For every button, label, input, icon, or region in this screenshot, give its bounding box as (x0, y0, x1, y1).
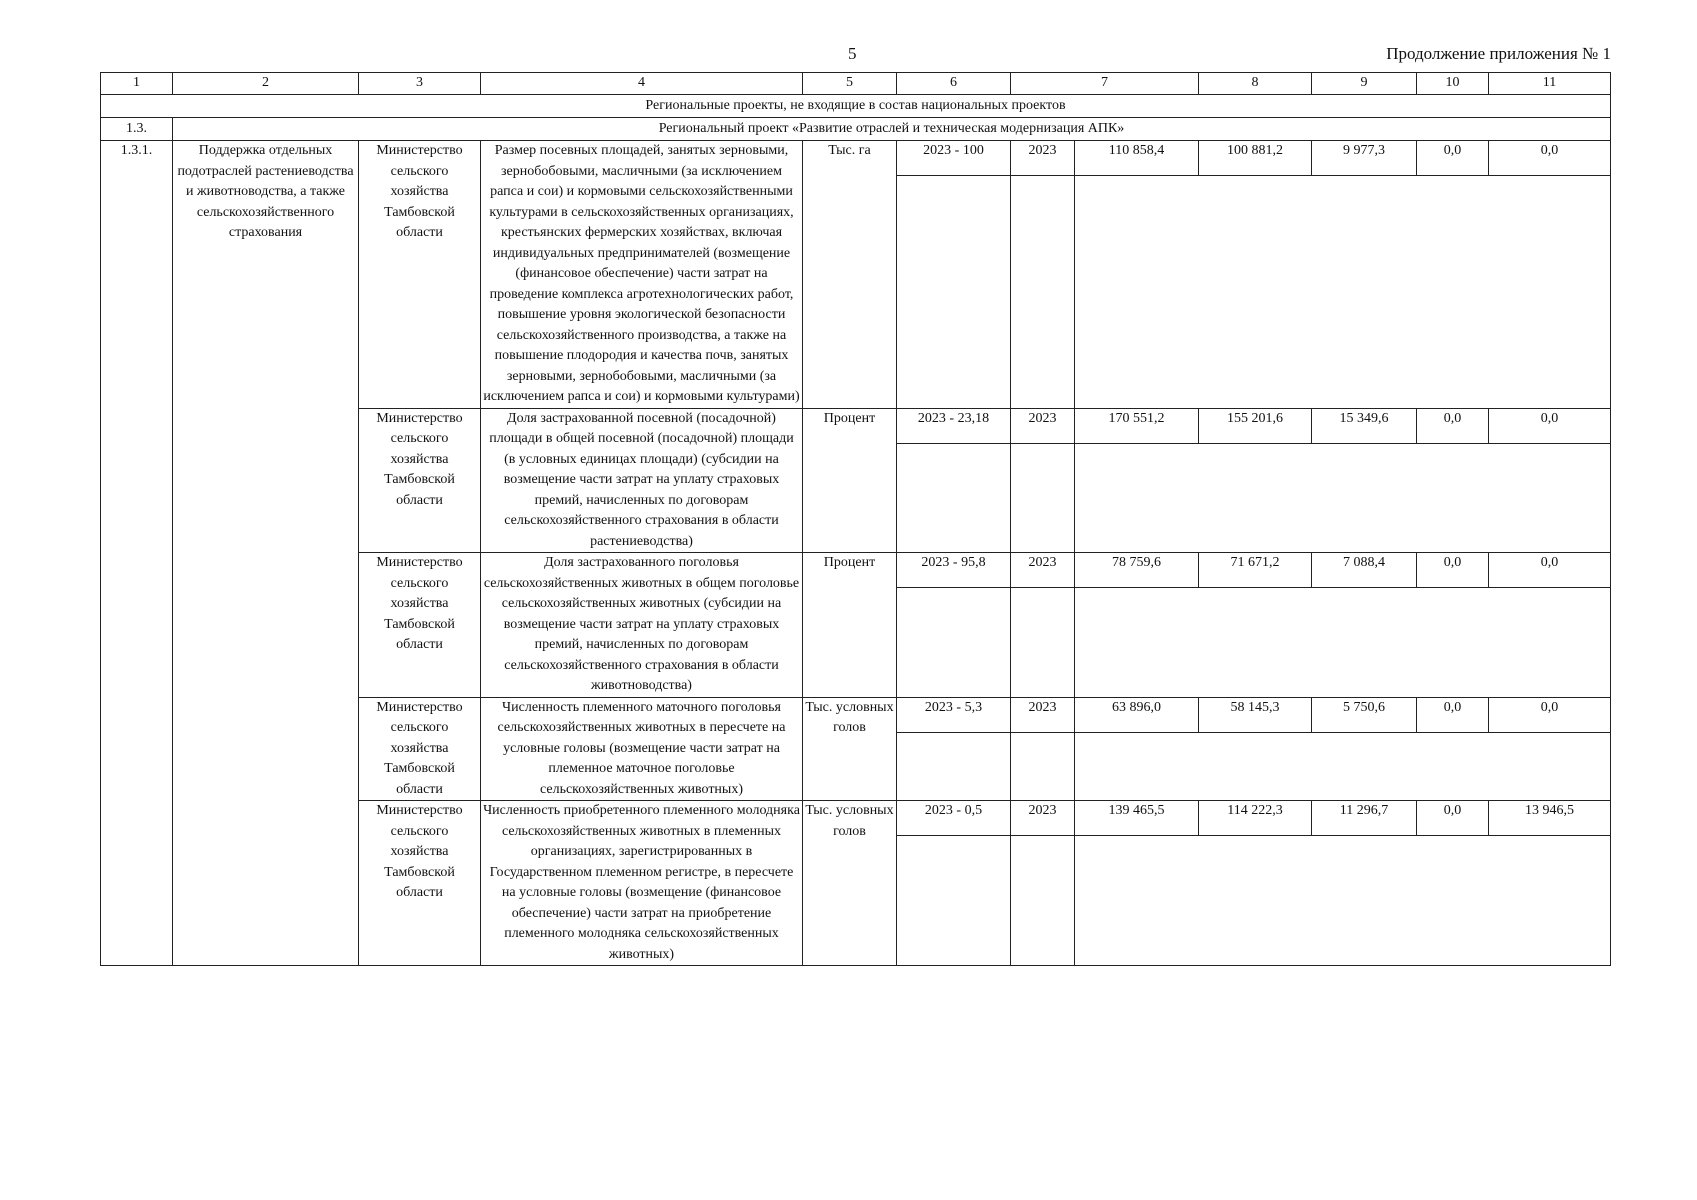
unit-cell: Процент (803, 553, 897, 698)
col-header-10: 10 (1417, 73, 1489, 95)
target-cell: 2023 - 5,3 (897, 697, 1011, 732)
year-cell: 2023 (1011, 697, 1075, 732)
item-number: 1.3.1. (101, 141, 173, 966)
year-cell: 2023 (1011, 141, 1075, 176)
col-header-1: 1 (101, 73, 173, 95)
ministry-cell: Министерство сельского хозяйства Тамбовской области (359, 553, 481, 698)
value-9-cell: 9 977,3 (1312, 141, 1417, 176)
value-7-cell: 110 858,4 (1075, 141, 1199, 176)
year-cell: 2023 (1011, 553, 1075, 588)
value-8-cell: 114 222,3 (1199, 801, 1312, 836)
col-header-9: 9 (1312, 73, 1417, 95)
ministry-cell: Министерство сельского хозяйства Тамбовской области (359, 801, 481, 966)
value-7-cell: 139 465,5 (1075, 801, 1199, 836)
value-11-cell: 0,0 (1489, 697, 1611, 732)
value-8-cell: 71 671,2 (1199, 553, 1312, 588)
value-10-cell: 0,0 (1417, 408, 1489, 443)
section-title: Региональные проекты, не входящие в состав национальных проектов (101, 95, 1611, 118)
value-7-cell: 170 551,2 (1075, 408, 1199, 443)
indicator-cell: Доля застрахованного поголовья сельскохозяйственных животных в общем поголовье сельскохозяйственных животных (субсидии на возмещение части затрат на уплату страховых премий, начисленных по договорам сельскохозяйственного страхования в области животноводства) (481, 553, 803, 698)
unit-cell: Процент (803, 408, 897, 553)
table-row (101, 141, 1611, 176)
value-7-cell: 63 896,0 (1075, 697, 1199, 732)
value-11-cell: 0,0 (1489, 141, 1611, 176)
ministry-cell: Министерство сельского хозяйства Тамбовской области (359, 408, 481, 553)
value-10-cell: 0,0 (1417, 553, 1489, 588)
value-8-cell: 100 881,2 (1199, 141, 1312, 176)
year-cell: 2023 (1011, 801, 1075, 836)
col-header-6: 6 (897, 73, 1011, 95)
unit-cell: Тыс. га (803, 141, 897, 409)
ministry-cell: Министерство сельского хозяйства Тамбовской области (359, 697, 481, 801)
value-9-cell: 5 750,6 (1312, 697, 1417, 732)
value-8-cell: 58 145,3 (1199, 697, 1312, 732)
unit-cell: Тыс. условных голов (803, 697, 897, 801)
col-header-3: 3 (359, 73, 481, 95)
value-10-cell: 0,0 (1417, 697, 1489, 732)
target-cell: 2023 - 23,18 (897, 408, 1011, 443)
indicator-cell: Размер посевных площадей, занятых зерновыми, зернобобовыми, масличными (за исключением рапса и сои) и кормовыми сельскохозяйственными культурами в сельскохозяйственных организациях, крестьянских фермерских хозяйствах, включая индивидуальных предпринимателей (возмещение (финансовое обеспечение) части затрат на проведение комплекса агротехнологических работ, повышение уровня экологической безопасности сельскохозяйственного производства, а также на повышение плодородия и качества почв, занятых зерновыми, зернобобовыми, масличными (за исключением рапса и сои) и кормовыми культурами) (481, 141, 803, 409)
col-header-2: 2 (173, 73, 359, 95)
col-header-5: 5 (803, 73, 897, 95)
section-row (101, 95, 1611, 118)
header-row (101, 73, 1611, 95)
ministry-cell: Министерство сельского хозяйства Тамбовской области (359, 141, 481, 409)
appendix-note: Продолжение приложения № 1 (1386, 44, 1611, 63)
value-11-cell: 13 946,5 (1489, 801, 1611, 836)
indicator-cell: Численность племенного маточного поголовья сельскохозяйственных животных в пересчете на условные головы (возмещение части затрат на племенное маточное поголовье сельскохозяйственных животных) (481, 697, 803, 801)
unit-cell: Тыс. условных голов (803, 801, 897, 966)
indicator-cell: Доля застрахованной посевной (посадочной) площади в общей посевной (посадочной) площади (в условных единицах площади) (субсидии на возмещение части затрат на уплату страховых премий, начисленных по договорам сельскохозяйственного страхования в области растениеводства) (481, 408, 803, 553)
subsection-title: Региональный проект «Развитие отраслей и техническая модернизация АПК» (173, 118, 1611, 141)
page-number: 5 (848, 44, 857, 63)
value-9-cell: 7 088,4 (1312, 553, 1417, 588)
col-header-8: 8 (1199, 73, 1312, 95)
value-9-cell: 15 349,6 (1312, 408, 1417, 443)
item-name: Поддержка отдельных подотраслей растениеводства и животноводства, а также сельскохозяйственного страхования (173, 141, 359, 966)
indicators-table (100, 72, 1611, 966)
col-header-4: 4 (481, 73, 803, 95)
target-cell: 2023 - 100 (897, 141, 1011, 176)
value-8-cell: 155 201,6 (1199, 408, 1312, 443)
value-7-cell: 78 759,6 (1075, 553, 1199, 588)
subsection-row (101, 118, 1611, 141)
subsection-number: 1.3. (101, 118, 173, 141)
value-9-cell: 11 296,7 (1312, 801, 1417, 836)
col-header-11: 11 (1489, 73, 1611, 95)
target-cell: 2023 - 0,5 (897, 801, 1011, 836)
value-11-cell: 0,0 (1489, 553, 1611, 588)
indicator-cell: Численность приобретенного племенного молодняка сельскохозяйственных животных в племенных организациях, зарегистрированных в Государственном племенном регистре, в пересчете на условные головы (возмещение (финансовое обеспечение) части затрат на приобретение племенного молодняка сельскохозяйственных животных) (481, 801, 803, 966)
target-cell: 2023 - 95,8 (897, 553, 1011, 588)
col-header-7: 7 (1011, 73, 1199, 95)
value-10-cell: 0,0 (1417, 141, 1489, 176)
value-11-cell: 0,0 (1489, 408, 1611, 443)
year-cell: 2023 (1011, 408, 1075, 443)
value-10-cell: 0,0 (1417, 801, 1489, 836)
